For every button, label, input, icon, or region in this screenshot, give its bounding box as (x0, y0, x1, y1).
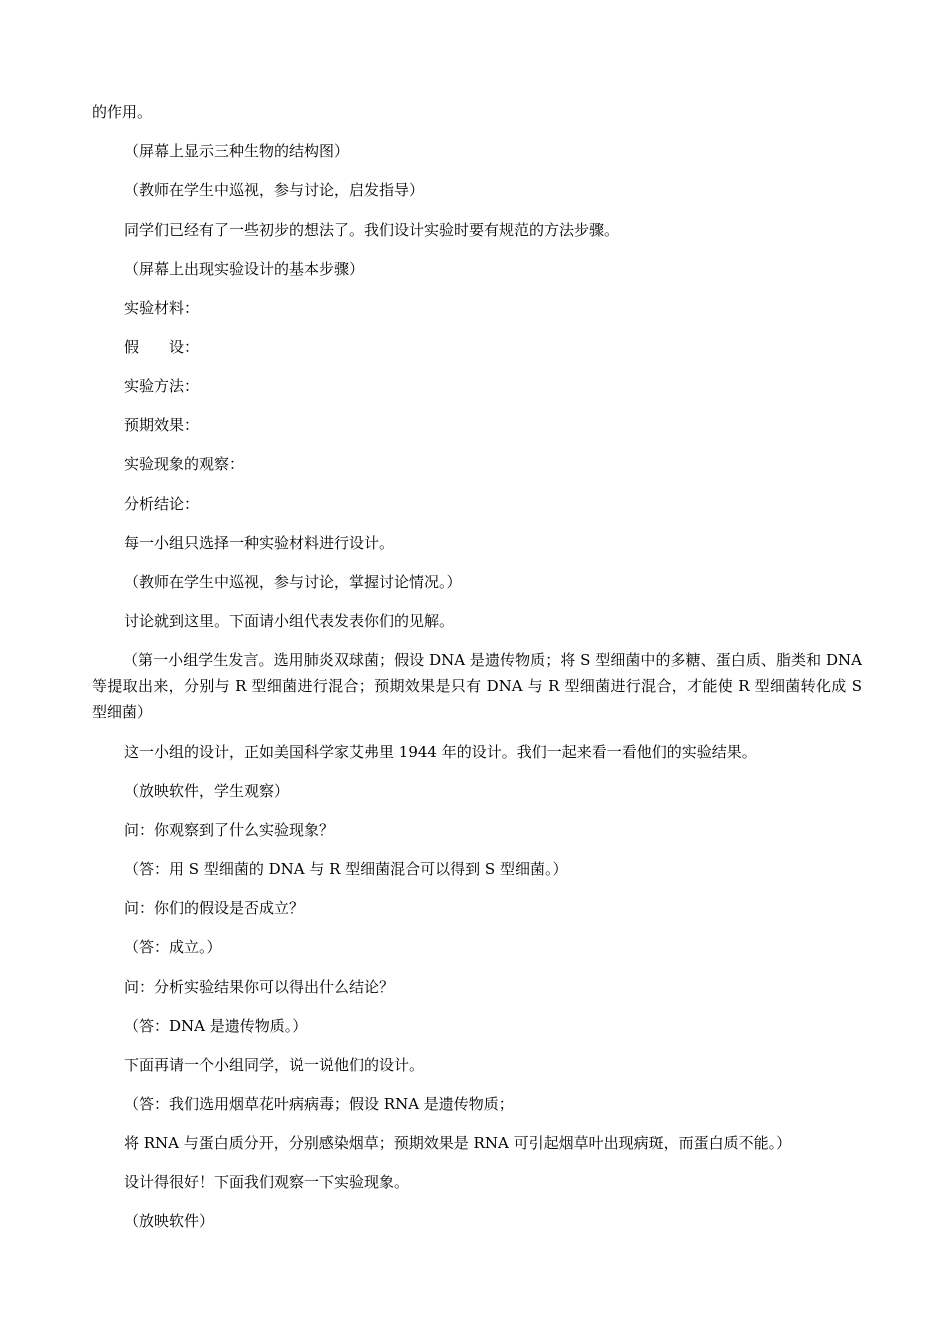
text-line: 问：分析实验结果你可以得出什么结论？ (124, 978, 395, 996)
text-line: 问：你观察到了什么实验现象？ (124, 821, 335, 839)
text-line: 将 RNA 与蛋白质分开，分别感染烟草；预期效果是 RNA 可引起烟草叶出现病斑，而蛋白质不能。） (124, 1134, 792, 1152)
text-line: （答：DNA 是遗传物质。） (124, 1017, 308, 1035)
text-line: （放映软件） (124, 1212, 215, 1230)
text-line: 实验材料： (124, 299, 200, 317)
text-paragraph: （第一小组学生发言。选用肺炎双球菌；假设 DNA 是遗传物质；将 S 型细菌中的多糖、蛋白质、脂类和 DNA 等提取出来，分别与 R 型细菌进行混合；预期效果是只有 DNA 与 R 型细菌进行混合，才能使 R 型细菌转化成 S 型细菌） (92, 651, 862, 721)
text-line: （答：我们选用烟草花叶病病毒；假设 RNA 是遗传物质； (124, 1095, 514, 1113)
text-line: （答：成立。） (124, 938, 222, 956)
text-line: 分析结论： (124, 495, 200, 513)
text-line: （放映软件，学生观察） (124, 782, 290, 800)
text-line: 同学们已经有了一些初步的想法了。我们设计实验时要有规范的方法步骤。 (124, 221, 620, 239)
text-line: （屏幕上出现实验设计的基本步骤） (124, 260, 365, 278)
text-line: 问：你们的假设是否成立？ (124, 899, 305, 917)
text-line: 这一小组的设计，正如美国科学家艾弗里 1944 年的设计。我们一起来看一看他们的实验结果。 (124, 743, 757, 761)
text-line: 设计得很好！下面我们观察一下实验现象。 (124, 1173, 410, 1191)
text-line: （屏幕上显示三种生物的结构图） (124, 142, 350, 160)
text-line: 预期效果： (124, 416, 200, 434)
text-line: （答：用 S 型细菌的 DNA 与 R 型细菌混合可以得到 S 型细菌。） (124, 860, 568, 878)
text-line: （教师在学生中巡视，参与讨论，掌握讨论情况。） (124, 573, 462, 591)
text-line: 的作用。 (92, 103, 153, 121)
text-line: 实验方法： (124, 377, 200, 395)
text-line: 假 设： (124, 338, 200, 356)
text-line: 实验现象的观察： (124, 455, 245, 473)
text-line: （教师在学生中巡视，参与讨论，启发指导） (124, 181, 425, 199)
text-line: 讨论就到这里。下面请小组代表发表你们的见解。 (124, 612, 455, 630)
text-line: 每一小组只选择一种实验材料进行设计。 (124, 534, 395, 552)
text-line: 下面再请一个小组同学，说一说他们的设计。 (124, 1056, 425, 1074)
